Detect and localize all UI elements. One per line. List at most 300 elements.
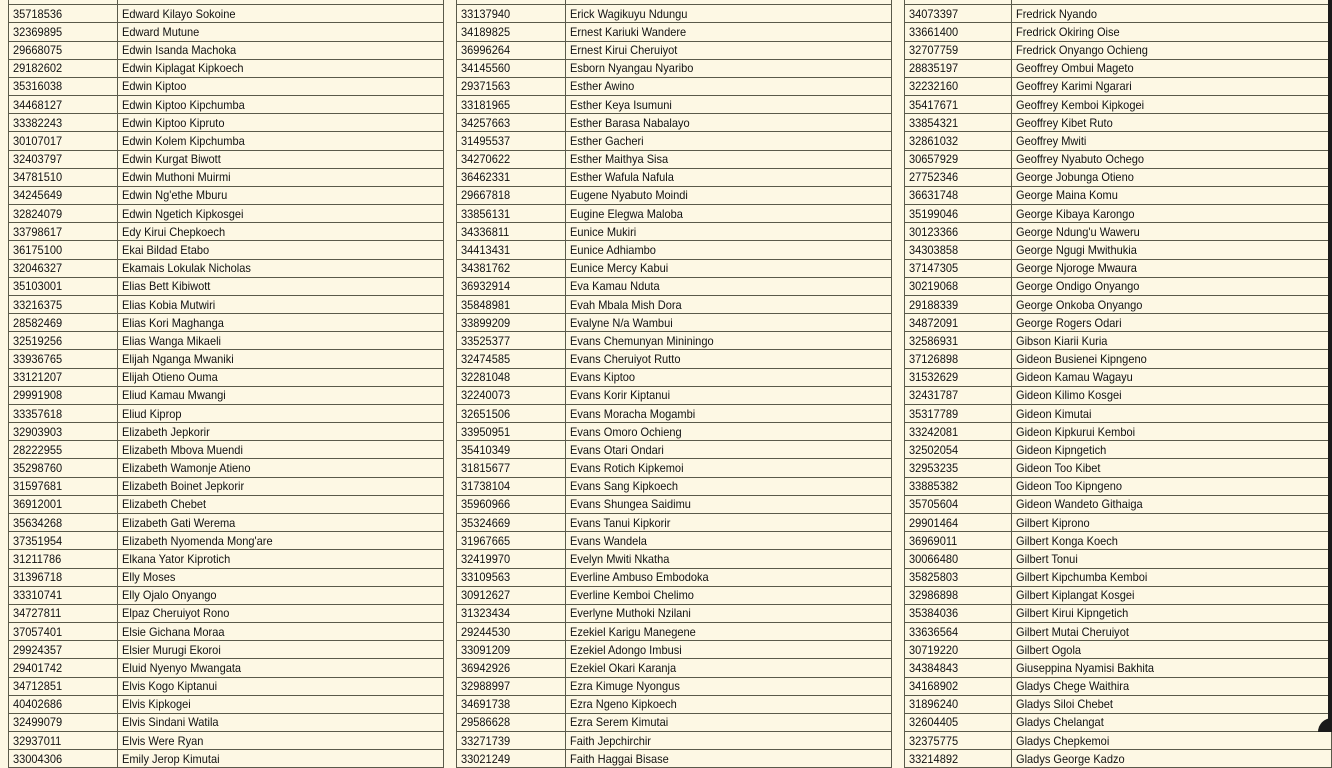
id-number-cell	[457, 23, 566, 41]
id-number: 32403797	[13, 152, 63, 167]
table-row	[905, 568, 1332, 586]
full-name: Gilbert Kiplangat Kosgei	[1016, 588, 1135, 603]
id-number-cell	[9, 604, 118, 622]
id-number: 33181965	[461, 97, 511, 112]
id-number: 33004306	[13, 751, 63, 766]
full-name: Gladys Siloi Chebet	[1016, 697, 1114, 712]
id-number-cell	[9, 677, 118, 695]
id-number: 32903903	[13, 424, 63, 439]
full-name: Gideon Kimutai	[1016, 406, 1092, 421]
table-row	[905, 532, 1332, 550]
table-row	[9, 586, 444, 604]
table-row	[9, 241, 444, 259]
full-name: Esborn Nyangau Nyaribo	[570, 61, 694, 76]
full-name: Edwin Kurgat Biwott	[122, 152, 221, 167]
table-row	[457, 695, 892, 713]
full-name: Edwin Ng'ethe Mburu	[122, 188, 228, 203]
table-row	[9, 732, 444, 750]
full-name-cell	[566, 441, 892, 459]
full-name-cell	[1012, 259, 1332, 277]
table-row	[457, 441, 892, 459]
table-row	[905, 259, 1332, 277]
full-name: Gilbert Kirui Kipngetich	[1016, 606, 1129, 621]
id-number-cell	[9, 23, 118, 41]
id-number-cell	[457, 604, 566, 622]
full-name: Esther Barasa Nabalayo	[570, 115, 690, 130]
full-name-cell	[118, 513, 444, 531]
full-name: Gilbert Kiprono	[1016, 515, 1090, 530]
full-name-cell	[118, 96, 444, 114]
full-name-cell	[118, 550, 444, 568]
full-name: Geoffrey Mwiti	[1016, 133, 1087, 148]
id-number-cell	[905, 586, 1012, 604]
id-number: 33798617	[13, 224, 63, 239]
full-name: Esther Keya Isumuni	[570, 97, 672, 112]
full-name: Ekai Bildad Etabo	[122, 242, 210, 257]
id-number: 33091209	[461, 642, 511, 657]
id-number: 31495537	[461, 133, 511, 148]
id-number: 40402686	[13, 697, 63, 712]
full-name-cell	[1012, 295, 1332, 313]
full-name-cell	[118, 386, 444, 404]
id-number-cell	[457, 332, 566, 350]
id-number: 32988997	[461, 679, 511, 694]
full-name-cell	[566, 59, 892, 77]
full-name: Edwin Kiptoo Kipruto	[122, 115, 225, 130]
id-number-cell	[9, 386, 118, 404]
id-number-cell	[457, 223, 566, 241]
id-number: 30123366	[909, 224, 959, 239]
full-name-cell	[1012, 223, 1332, 241]
id-number-cell	[457, 205, 566, 223]
full-name: Esther Gacheri	[570, 133, 644, 148]
id-number-cell	[9, 314, 118, 332]
full-name: Gladys George Kadzo	[1016, 751, 1125, 766]
id-number: 30066480	[909, 551, 959, 566]
id-number-cell	[9, 332, 118, 350]
id-number: 34381762	[461, 261, 511, 276]
full-name: Gideon Kipkurui Kemboi	[1016, 424, 1136, 439]
table-row	[9, 132, 444, 150]
table-row	[457, 477, 892, 495]
id-number: 32281048	[461, 370, 511, 385]
full-name-cell	[566, 259, 892, 277]
full-name-cell	[118, 586, 444, 604]
id-number-cell	[905, 441, 1012, 459]
id-number: 33021249	[461, 751, 511, 766]
full-name: Faith Jepchirchir	[570, 733, 651, 748]
full-name-cell	[566, 677, 892, 695]
full-name: Fredrick Onyango Ochieng	[1016, 43, 1149, 58]
id-number-cell	[9, 241, 118, 259]
full-name: Ezra Kimuge Nyongus	[570, 679, 680, 694]
id-number: 35417671	[909, 97, 959, 112]
id-number: 33121207	[13, 370, 63, 385]
full-name-cell	[118, 114, 444, 132]
full-name: Elly Ojalo Onyango	[122, 588, 217, 603]
id-number: 32604405	[909, 715, 959, 730]
id-number-cell	[905, 332, 1012, 350]
id-number-cell	[457, 114, 566, 132]
table-row	[9, 96, 444, 114]
id-number-cell	[457, 295, 566, 313]
full-name-cell	[1012, 59, 1332, 77]
full-name: Elizabeth Chebet	[122, 497, 207, 512]
id-number-cell	[905, 623, 1012, 641]
full-name: Everlyne Muthoki Nzilani	[570, 606, 691, 621]
full-name: Gilbert Tonui	[1016, 551, 1078, 566]
id-number-cell	[905, 150, 1012, 168]
id-number: 32431787	[909, 388, 959, 403]
full-name-cell	[1012, 350, 1332, 368]
full-name-cell	[1012, 604, 1332, 622]
full-name-cell	[1012, 441, 1332, 459]
id-number: 33137940	[461, 6, 511, 21]
id-number-cell	[457, 168, 566, 186]
page-edge	[1328, 0, 1332, 732]
table-row	[9, 404, 444, 422]
table-row	[905, 695, 1332, 713]
full-name-cell	[1012, 404, 1332, 422]
id-number-cell	[905, 495, 1012, 513]
id-number-cell	[9, 659, 118, 677]
full-name-cell	[1012, 168, 1332, 186]
full-name-cell	[118, 732, 444, 750]
full-name: Evans Korir Kiptanui	[570, 388, 671, 403]
full-name-cell	[566, 641, 892, 659]
full-name-cell	[1012, 96, 1332, 114]
id-number: 37057401	[13, 624, 63, 639]
table-row	[457, 168, 892, 186]
full-name: Elkana Yator Kiprotich	[122, 551, 231, 566]
full-name: George Kibaya Karongo	[1016, 206, 1135, 221]
full-name: Elsie Gichana Moraa	[122, 624, 225, 639]
table-row	[9, 386, 444, 404]
full-name-cell	[118, 677, 444, 695]
table-row	[9, 477, 444, 495]
id-number: 32369895	[13, 24, 63, 39]
full-name-cell	[566, 550, 892, 568]
table-row	[457, 623, 892, 641]
id-number-cell	[9, 423, 118, 441]
full-name: Gilbert Ogola	[1016, 642, 1082, 657]
full-name-cell	[1012, 695, 1332, 713]
full-name-cell	[118, 659, 444, 677]
table-row	[457, 314, 892, 332]
id-number: 29667818	[461, 188, 511, 203]
id-number-cell	[905, 368, 1012, 386]
full-name: Gideon Too Kipngeno	[1016, 479, 1123, 494]
id-number-cell	[9, 132, 118, 150]
id-number-cell	[457, 41, 566, 59]
id-number: 32937011	[13, 733, 62, 748]
full-name: Ernest Kariuki Wandere	[570, 24, 687, 39]
id-number-cell	[9, 459, 118, 477]
id-number: 33242081	[909, 424, 959, 439]
id-number-cell	[457, 241, 566, 259]
id-number-cell	[905, 5, 1012, 23]
full-name-cell	[118, 750, 444, 768]
full-name-cell	[118, 477, 444, 495]
full-name-cell	[118, 441, 444, 459]
table-row	[457, 23, 892, 41]
id-number-cell	[9, 532, 118, 550]
full-name: Evalyne N/a Wambui	[570, 315, 673, 330]
table-row	[905, 277, 1332, 295]
id-number-cell	[457, 368, 566, 386]
id-number-cell	[905, 41, 1012, 59]
id-number: 30912627	[461, 588, 511, 603]
full-name-cell	[118, 59, 444, 77]
id-number: 32986898	[909, 588, 959, 603]
full-name: Ezra Serem Kimutai	[570, 715, 669, 730]
id-number: 34468127	[13, 97, 63, 112]
id-number: 31323434	[461, 606, 511, 621]
id-number-cell	[905, 295, 1012, 313]
table-row	[457, 386, 892, 404]
id-number-cell	[9, 350, 118, 368]
full-name-cell	[566, 23, 892, 41]
id-number-cell	[457, 5, 566, 23]
full-name: Gladys Chepkemoi	[1016, 733, 1110, 748]
full-name-cell	[1012, 623, 1332, 641]
id-number-cell	[457, 314, 566, 332]
full-name-cell	[118, 223, 444, 241]
table-row	[905, 677, 1332, 695]
table-row	[9, 223, 444, 241]
full-name-cell	[1012, 314, 1332, 332]
full-name-cell	[566, 404, 892, 422]
id-number-cell	[9, 59, 118, 77]
id-number-cell	[905, 259, 1012, 277]
full-name: Evans Wandela	[570, 533, 647, 548]
id-number: 33950951	[461, 424, 511, 439]
id-number: 36969011	[909, 533, 958, 548]
id-number-cell	[457, 441, 566, 459]
table-row	[905, 114, 1332, 132]
full-name: Eugene Nyabuto Moindi	[570, 188, 688, 203]
full-name-cell	[566, 132, 892, 150]
table-row	[9, 513, 444, 531]
full-name: Edwin Kolem Kipchumba	[122, 133, 245, 148]
full-name: Gibson Kiarii Kuria	[1016, 333, 1108, 348]
id-number-cell	[905, 96, 1012, 114]
id-number: 34413431	[461, 242, 511, 257]
full-name-cell	[566, 41, 892, 59]
id-number: 32861032	[909, 133, 959, 148]
id-number: 35718536	[13, 6, 63, 21]
table-row	[9, 623, 444, 641]
full-name: George Njoroge Mwaura	[1016, 261, 1138, 276]
full-name: Evans Cheruiyot Rutto	[570, 352, 681, 367]
full-name-cell	[1012, 586, 1332, 604]
id-number-cell	[457, 641, 566, 659]
table-row	[905, 205, 1332, 223]
table-row	[905, 332, 1332, 350]
table-row	[9, 150, 444, 168]
id-number: 36631748	[909, 188, 959, 203]
full-name-cell	[566, 386, 892, 404]
full-name-cell	[566, 477, 892, 495]
full-name-cell	[566, 513, 892, 531]
table-row	[9, 532, 444, 550]
full-name: Eunice Mukiri	[570, 224, 637, 239]
table-row	[905, 386, 1332, 404]
full-name-cell	[118, 23, 444, 41]
id-number-cell	[9, 295, 118, 313]
id-number: 29901464	[909, 515, 959, 530]
id-number-cell	[457, 713, 566, 731]
full-name-cell	[118, 713, 444, 731]
full-name: Gideon Wandeto Githaiga	[1016, 497, 1143, 512]
table-row	[905, 513, 1332, 531]
table-row	[905, 241, 1332, 259]
table-row	[905, 713, 1332, 731]
full-name: Elvis Kipkogei	[122, 697, 191, 712]
id-number-cell	[457, 550, 566, 568]
id-number-cell	[457, 77, 566, 95]
id-number: 35705604	[909, 497, 959, 512]
table-row	[905, 404, 1332, 422]
table-row	[9, 568, 444, 586]
id-number-cell	[457, 186, 566, 204]
table-row	[457, 459, 892, 477]
table-row	[457, 350, 892, 368]
table-row	[9, 277, 444, 295]
full-name: Fredrick Okiring Oise	[1016, 24, 1120, 39]
table-row	[905, 477, 1332, 495]
full-name-cell	[566, 495, 892, 513]
id-number-cell	[905, 241, 1012, 259]
id-number-cell	[905, 277, 1012, 295]
table-row	[905, 23, 1332, 41]
id-number-cell	[905, 350, 1012, 368]
full-name-cell	[118, 332, 444, 350]
full-name-cell	[118, 259, 444, 277]
full-name-cell	[566, 568, 892, 586]
id-number-cell	[457, 586, 566, 604]
table-row	[905, 350, 1332, 368]
name-list-column-1	[8, 0, 444, 768]
table-row	[905, 750, 1332, 768]
table-row	[905, 368, 1332, 386]
id-number: 35960966	[461, 497, 511, 512]
full-name-cell	[1012, 114, 1332, 132]
id-number-cell	[905, 568, 1012, 586]
full-name: Ekamais Lokulak Nicholas	[122, 261, 251, 276]
id-number-cell	[9, 150, 118, 168]
id-number: 34691738	[461, 697, 511, 712]
full-name-cell	[1012, 5, 1332, 23]
id-number-cell	[9, 41, 118, 59]
id-number-cell	[9, 695, 118, 713]
table-row	[457, 713, 892, 731]
id-number: 30219068	[909, 279, 959, 294]
full-name: Elizabeth Wamonje Atieno	[122, 461, 251, 476]
full-name-cell	[118, 623, 444, 641]
full-name-cell	[118, 314, 444, 332]
full-name: Ezekiel Okari Karanja	[570, 660, 677, 675]
id-number: 31532629	[909, 370, 959, 385]
id-number: 36912001	[13, 497, 63, 512]
table-row	[905, 495, 1332, 513]
full-name: Erick Wagikuyu Ndungu	[570, 6, 688, 21]
full-name-cell	[1012, 77, 1332, 95]
full-name: Elvis Kogo Kiptanui	[122, 679, 218, 694]
id-number-cell	[905, 459, 1012, 477]
table-row	[905, 295, 1332, 313]
full-name: Elizabeth Mbova Muendi	[122, 442, 243, 457]
id-number: 34189825	[461, 24, 511, 39]
table-row	[9, 295, 444, 313]
id-number: 33310741	[13, 588, 63, 603]
full-name-cell	[1012, 495, 1332, 513]
table-row	[9, 459, 444, 477]
table-row	[9, 259, 444, 277]
id-number-cell	[905, 550, 1012, 568]
full-name: Evans Sang Kipkoech	[570, 479, 679, 494]
full-name-cell	[566, 604, 892, 622]
id-number-cell	[457, 350, 566, 368]
full-name-cell	[1012, 513, 1332, 531]
full-name-cell	[1012, 205, 1332, 223]
id-number-cell	[9, 732, 118, 750]
full-name-cell	[566, 241, 892, 259]
table-row	[457, 368, 892, 386]
id-number-cell	[457, 150, 566, 168]
id-number-cell	[9, 96, 118, 114]
id-number: 31396718	[13, 570, 63, 585]
id-number-cell	[457, 59, 566, 77]
id-number: 31211786	[13, 551, 62, 566]
table-row	[9, 495, 444, 513]
id-number-cell	[905, 23, 1012, 41]
full-name-cell	[1012, 332, 1332, 350]
id-number: 35199046	[909, 206, 959, 221]
id-number: 32502054	[909, 442, 959, 457]
full-name-cell	[1012, 186, 1332, 204]
id-number-cell	[457, 96, 566, 114]
id-number: 36996264	[461, 43, 511, 58]
id-number: 31815677	[461, 461, 511, 476]
full-name-cell	[118, 241, 444, 259]
full-name: Ezekiel Adongo Imbusi	[570, 642, 682, 657]
id-number: 29991908	[13, 388, 63, 403]
id-number-cell	[9, 623, 118, 641]
id-number-cell	[457, 423, 566, 441]
id-number: 35103001	[13, 279, 63, 294]
full-name-cell	[118, 532, 444, 550]
id-number-cell	[905, 750, 1012, 768]
id-number: 33271739	[461, 733, 511, 748]
full-name-cell	[1012, 132, 1332, 150]
full-name-cell	[566, 713, 892, 731]
full-name-cell	[118, 568, 444, 586]
table-row	[457, 532, 892, 550]
id-number: 29182602	[13, 61, 63, 76]
id-number: 29401742	[13, 660, 63, 675]
id-number: 36462331	[461, 170, 511, 185]
table-row	[905, 641, 1332, 659]
id-number-cell	[905, 168, 1012, 186]
full-name-cell	[566, 168, 892, 186]
id-number: 32586931	[909, 333, 959, 348]
full-name: Edwin Isanda Machoka	[122, 43, 237, 58]
id-number-cell	[9, 368, 118, 386]
id-number-cell	[9, 568, 118, 586]
full-name: Edwin Kiptoo Kipchumba	[122, 97, 245, 112]
full-name: Faith Haggai Bisase	[570, 751, 669, 766]
